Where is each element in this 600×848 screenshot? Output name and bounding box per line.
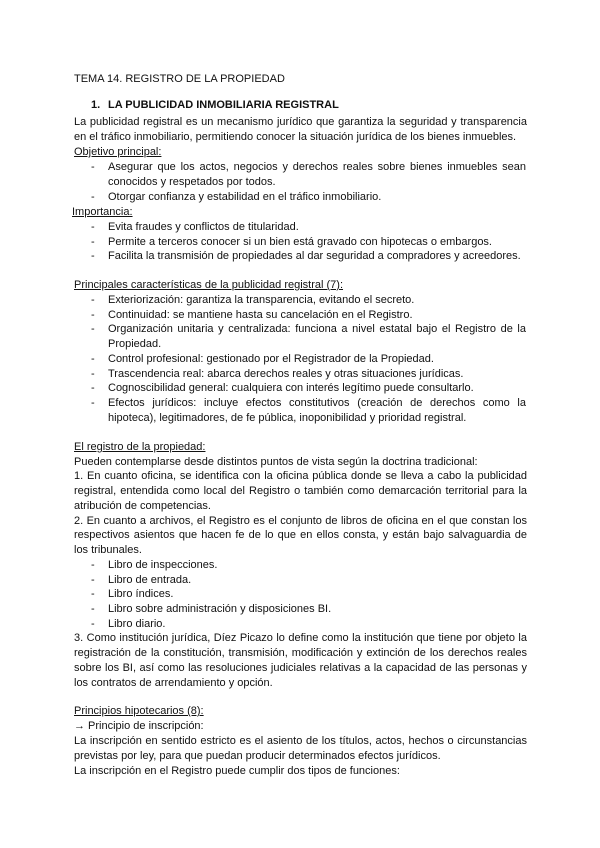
paragraph-line: 3. Como institución jurídica, Díez Picazo lo define como la institución que tiene por objeto la [74,632,527,644]
list-item: Libro diario. [108,618,166,630]
list-item: Permite a terceros conocer si un bien está gravado con hipotecas o embargos. [108,236,492,248]
bullet-dash: - [91,309,95,321]
bullet-dash: - [91,588,95,600]
paragraph-line: registral, entendida como local del Registro o también como demarcación territorial para la [74,485,527,497]
arrow-item: → Principio de inscripción: [74,720,204,732]
subheading-caracteristicas: Principales características de la publicidad registral (7): [74,279,344,291]
section-number: 1. [91,99,101,111]
bullet-dash: - [91,191,95,203]
bullet-dash: - [91,382,95,394]
bullet-dash: - [91,603,95,615]
bullet-dash: - [91,559,95,571]
paragraph-line: registración de la constitución, transmisión, modificación y extinción de los derechos reales [74,647,527,659]
bullet-dash: - [91,294,95,306]
bullet-dash: - [91,353,95,365]
list-item: Libro índices. [108,588,174,600]
bullet-dash: - [91,368,95,380]
list-item: Exteriorización: garantiza la transparencia, evitando el secreto. [108,294,415,306]
paragraph-line: los contratos de arrendamiento y opción. [74,677,273,689]
list-item-continuation: hipoteca), legitimadores, de fe pública, inoponibilidad y prioridad registral. [108,412,467,424]
paragraph-line: atribución de competencias. [74,500,211,512]
subheading-objetivo: Objetivo principal: [74,146,162,158]
bullet-dash: - [91,221,95,233]
bullet-dash: - [91,250,95,262]
paragraph-line: respectivos asientos que hacen fe de lo que en ellos consta, y están bajo salvaguardia de [74,529,527,541]
bullet-dash: - [91,323,95,335]
list-item: Trascendencia real: abarca derechos reales y otras situaciones jurídicas. [108,368,464,380]
page-title: TEMA 14. REGISTRO DE LA PROPIEDAD [74,73,285,85]
paragraph-line: en el tráfico inmobiliario, permitiendo conocer la situación jurídica de los bienes inmuebles. [74,131,517,143]
list-item: Evita fraudes y conflictos de titularidad. [108,221,299,233]
list-item-continuation: Propiedad. [108,338,162,350]
list-item: Control profesional: gestionado por el Registrador de la Propiedad. [108,353,434,365]
bullet-dash: - [91,161,95,173]
section-heading: LA PUBLICIDAD INMOBILIARIA REGISTRAL [108,99,339,111]
paragraph-line: La publicidad registral es un mecanismo jurídico que garantiza la seguridad y transparencia [74,116,527,128]
subheading-importancia: Importancia: [72,206,133,218]
bullet-dash: - [91,397,95,409]
paragraph-line: previstas por ley, para que puedan producir determinados efectos jurídicos. [74,750,441,762]
bullet-dash: - [91,574,95,586]
bullet-dash: - [91,236,95,248]
list-item-continuation: conocidos y respetados por todos. [108,176,276,188]
list-item: Libro sobre administración y disposiciones BI. [108,603,332,615]
list-item: Organización unitaria y centralizada: funciona a nivel estatal bajo el Registro de la [108,323,526,335]
paragraph-line: sobre los BI, así como las resoluciones judiciales relativas a la capacidad de las personas y [74,662,527,674]
paragraph-line: 2. En cuanto a archivos, el Registro es el conjunto de libros de oficina en el que constan los [74,515,527,527]
list-item: Cognoscibilidad general: cualquiera con interés legítimo puede consultarlo. [108,382,474,394]
paragraph-line: La inscripción en el Registro puede cumplir dos tipos de funciones: [74,765,400,777]
bullet-dash: - [91,618,95,630]
paragraph-line: los tribunales. [74,544,142,556]
paragraph-line: Pueden contemplarse desde distintos puntos de vista según la doctrina tradicional: [74,456,478,468]
list-item: Efectos jurídicos: incluye efectos constitutivos (creación de derechos como la [108,397,526,409]
list-item: Libro de entrada. [108,574,192,586]
list-item: Asegurar que los actos, negocios y derechos reales sobre bienes inmuebles sean [108,161,526,173]
paragraph-line: La inscripción en sentido estricto es el asiento de los títulos, actos, hechos o circunstancias [74,735,527,747]
list-item: Otorgar confianza y estabilidad en el tráfico inmobiliario. [108,191,382,203]
subheading-principios: Principios hipotecarios (8): [74,705,204,717]
list-item: Libro de inspecciones. [108,559,218,571]
subheading-registro: El registro de la propiedad: [74,441,206,453]
list-item: Facilita la transmisión de propiedades al dar seguridad a compradores y acreedores. [108,250,521,262]
paragraph-line: 1. En cuanto oficina, se identifica con la oficina pública donde se lleva a cabo la publicidad [74,470,527,482]
list-item: Continuidad: se mantiene hasta su cancelación en el Registro. [108,309,413,321]
